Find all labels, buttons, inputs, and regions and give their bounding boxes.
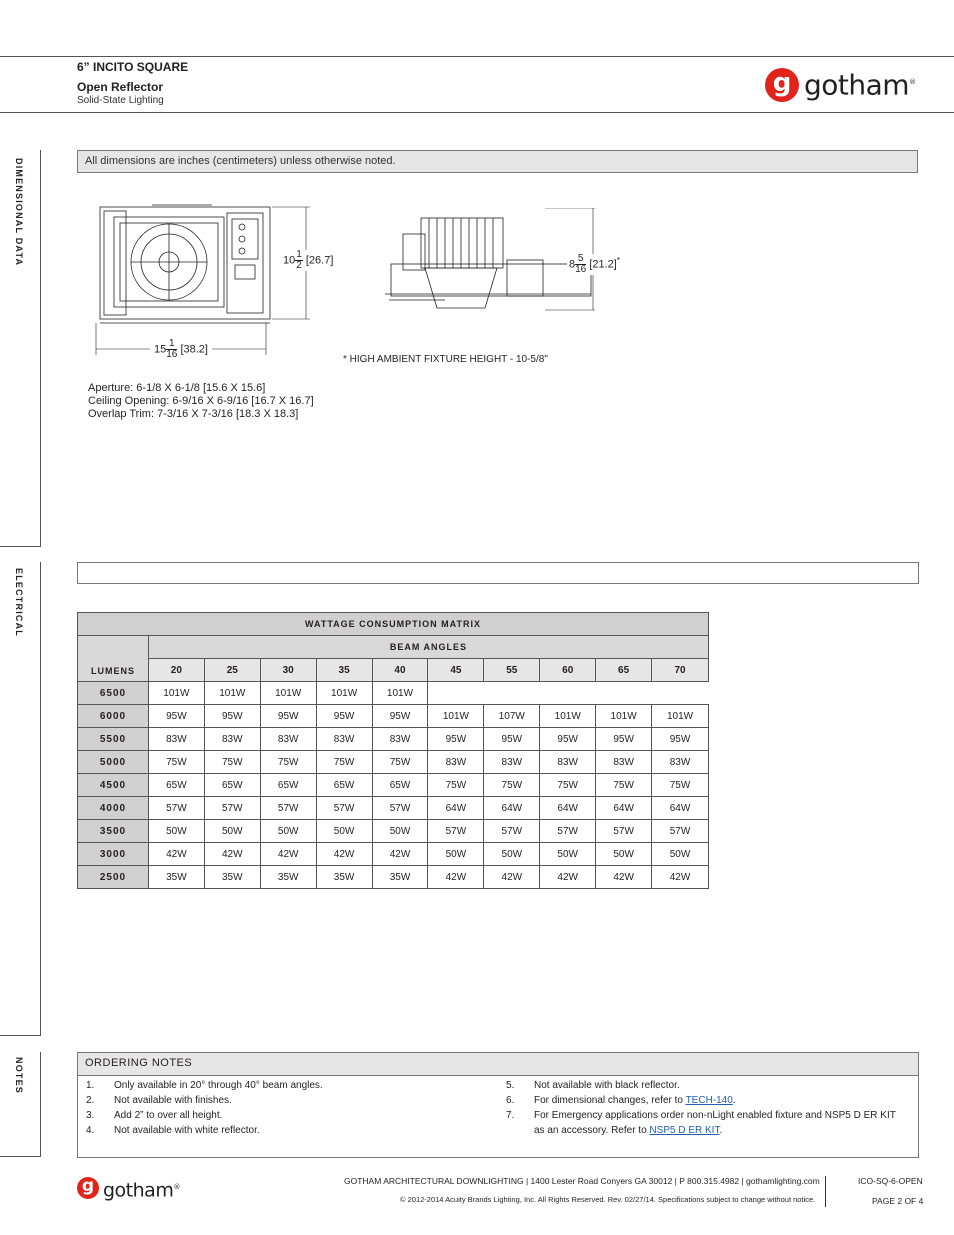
product-subtitle: Open Reflector <box>77 80 164 94</box>
spec-overlap-trim: Overlap Trim: 7-3/16 X 7-3/16 [18.3 X 18.3] <box>88 408 299 420</box>
wattage-cell: 42W <box>260 843 316 866</box>
nsp5-kit-link[interactable]: NSP5 D ER KIT <box>649 1125 720 1136</box>
lumens-cell: 2500 <box>78 866 149 889</box>
beam-angle-header: 35 <box>316 659 372 682</box>
wattage-cell: 95W <box>428 728 484 751</box>
wattage-cell: 95W <box>652 728 709 751</box>
product-tagline: Solid-State Lighting <box>77 95 164 106</box>
wattage-cell: 95W <box>316 705 372 728</box>
wattage-cell: 42W <box>596 866 652 889</box>
wattage-cell: 95W <box>260 705 316 728</box>
wattage-cell: 42W <box>148 843 204 866</box>
wattage-cell: 64W <box>596 797 652 820</box>
spec-ceiling-opening: Ceiling Opening: 6-9/16 X 6-9/16 [16.7 X 16.7] <box>88 395 314 407</box>
matrix-row <box>78 728 709 751</box>
width-dimension: 15 $\frac{1}{16}$ [38.2] <box>154 338 208 360</box>
logo-mark-icon: g <box>765 68 799 102</box>
wattage-cell: 75W <box>540 774 596 797</box>
wattage-cell: 50W <box>540 843 596 866</box>
wattage-cell: 95W <box>148 705 204 728</box>
wattage-cell: 35W <box>148 866 204 889</box>
beam-angles-header: BEAM ANGLES <box>148 636 708 659</box>
wattage-cell: 107W <box>484 705 540 728</box>
lumens-cell: 4000 <box>78 797 149 820</box>
tech-140-link[interactable]: TECH-140 <box>685 1095 733 1106</box>
ordering-notes-body: 1. Only available in 20° through 40° beam angles. 2. Not available with finishes. 3. Add 2” to over all height. 4. Not available with white reflector. 5. Not available with black reflector. 6. For dimensional changes, refer to TECH-140. 7. For Emergency applications order non-nLight enabled fixture and NSP5 D ER KIT as an accessory. Refer to NSP5 D ER KIT. <box>77 1075 919 1158</box>
wattage-cell: 83W <box>540 751 596 774</box>
wattage-cell: 64W <box>484 797 540 820</box>
spec-aperture: Aperture: 6-1/8 X 6-1/8 [15.6 X 15.6] <box>88 382 266 394</box>
footer-logo-mark-icon: g <box>77 1177 99 1199</box>
lumens-cell: 6000 <box>78 705 149 728</box>
wattage-cell: 75W <box>372 751 428 774</box>
wattage-consumption-matrix <box>77 612 709 889</box>
footer-divider <box>825 1176 826 1207</box>
header-bottom-rule <box>0 112 954 113</box>
wattage-cell: 101W <box>316 682 372 705</box>
lumens-header: LUMENS <box>78 636 149 682</box>
wattage-cell: 57W <box>204 797 260 820</box>
footer-copyright: © 2012-2014 Acuity Brands Lighting, Inc. All Rights Reserved. Rev. 02/27/14. Specifications subject to change without notice. <box>400 1195 816 1204</box>
wattage-cell: 57W <box>596 820 652 843</box>
wattage-cell: 101W <box>372 682 428 705</box>
section-label-notes: NOTES <box>14 1057 24 1095</box>
wattage-cell: 83W <box>316 728 372 751</box>
matrix-row <box>78 820 709 843</box>
matrix-title: WATTAGE CONSUMPTION MATRIX <box>78 613 709 636</box>
matrix-row <box>78 751 709 774</box>
wattage-cell: 42W <box>428 866 484 889</box>
wattage-cell: 57W <box>428 820 484 843</box>
wattage-cell: 101W <box>260 682 316 705</box>
tab-electrical <box>0 562 41 1036</box>
matrix-row <box>78 866 709 889</box>
wattage-cell: 35W <box>372 866 428 889</box>
wattage-cell: 50W <box>148 820 204 843</box>
wattage-cell: 57W <box>148 797 204 820</box>
ordering-notes-header: ORDERING NOTES <box>77 1052 919 1076</box>
wattage-cell: 64W <box>652 797 709 820</box>
wattage-cell: 101W <box>652 705 709 728</box>
page-number: PAGE 2 OF 4 <box>872 1196 924 1206</box>
wattage-cell: 83W <box>596 751 652 774</box>
side-height-dimension: 8 $\frac{5}{16}$ [21.2]* <box>569 253 620 275</box>
wattage-cell: 57W <box>316 797 372 820</box>
lumens-cell: 6500 <box>78 682 149 705</box>
wattage-cell: 75W <box>260 751 316 774</box>
wattage-cell: 42W <box>204 843 260 866</box>
lumens-cell: 5000 <box>78 751 149 774</box>
wattage-cell: 57W <box>260 797 316 820</box>
matrix-row <box>78 774 709 797</box>
wattage-cell: 75W <box>316 751 372 774</box>
wattage-cell: 42W <box>652 866 709 889</box>
wattage-cell: 95W <box>372 705 428 728</box>
wattage-cell: 50W <box>372 820 428 843</box>
wattage-cell: 83W <box>372 728 428 751</box>
beam-angle-header: 60 <box>540 659 596 682</box>
wattage-cell: 42W <box>540 866 596 889</box>
wattage-cell: 101W <box>596 705 652 728</box>
wattage-cell: 83W <box>428 751 484 774</box>
wattage-cell: 42W <box>316 843 372 866</box>
electrical-header-bar <box>77 562 919 584</box>
wattage-cell: 42W <box>372 843 428 866</box>
wattage-cell: 95W <box>540 728 596 751</box>
wattage-cell: 35W <box>316 866 372 889</box>
wattage-cell: 95W <box>484 728 540 751</box>
wattage-cell: 57W <box>484 820 540 843</box>
wattage-cell: 101W <box>428 705 484 728</box>
dimension-units-note: All dimensions are inches (centimeters) unless otherwise noted. <box>77 150 918 173</box>
wattage-cell: 64W <box>428 797 484 820</box>
footer-logo-wordmark: gotham® <box>103 1179 180 1202</box>
section-label-electrical: ELECTRICAL <box>14 568 24 637</box>
matrix-row <box>78 843 709 866</box>
fixture-top-view-drawing <box>92 195 322 360</box>
height-dimension: 10 $\frac{1}{2}$ [26.7] <box>283 249 334 271</box>
beam-angle-header: 70 <box>652 659 709 682</box>
wattage-cell: 50W <box>484 843 540 866</box>
high-ambient-note: * HIGH AMBIENT FIXTURE HEIGHT - 10-5/8" <box>343 354 548 365</box>
wattage-cell: 75W <box>148 751 204 774</box>
wattage-cell: 95W <box>204 705 260 728</box>
tab-notes <box>0 1052 41 1157</box>
wattage-cell: 50W <box>316 820 372 843</box>
opening-specs <box>88 382 314 421</box>
wattage-cell: 83W <box>484 751 540 774</box>
lumens-cell: 4500 <box>78 774 149 797</box>
matrix-row <box>78 705 709 728</box>
wattage-cell: 83W <box>204 728 260 751</box>
wattage-cell: 65W <box>260 774 316 797</box>
wattage-cell: 50W <box>260 820 316 843</box>
wattage-cell: 75W <box>204 751 260 774</box>
wattage-cell: 57W <box>372 797 428 820</box>
beam-angle-header: 30 <box>260 659 316 682</box>
wattage-cell: 83W <box>652 751 709 774</box>
wattage-cell: 50W <box>596 843 652 866</box>
wattage-cell: 35W <box>204 866 260 889</box>
wattage-cell: 50W <box>204 820 260 843</box>
wattage-cell: 65W <box>316 774 372 797</box>
wattage-cell: 95W <box>596 728 652 751</box>
wattage-cell: 83W <box>260 728 316 751</box>
beam-angle-header: 20 <box>148 659 204 682</box>
beam-angle-header: 55 <box>484 659 540 682</box>
footer-address: GOTHAM ARCHITECTURAL DOWNLIGHTING | 1400 Lester Road Conyers GA 30012 | P 800.315.4982 | gothamlighting.com <box>344 1176 820 1186</box>
lumens-cell: 3000 <box>78 843 149 866</box>
lumens-cell: 3500 <box>78 820 149 843</box>
document-id: ICO-SQ-6-OPEN <box>858 1176 923 1186</box>
beam-angle-header: 65 <box>596 659 652 682</box>
wattage-cell: 75W <box>484 774 540 797</box>
wattage-cell: 75W <box>428 774 484 797</box>
matrix-row <box>78 682 709 705</box>
wattage-cell: 42W <box>484 866 540 889</box>
wattage-cell: 101W <box>148 682 204 705</box>
section-label-dimensional: DIMENSIONAL DATA <box>14 158 24 267</box>
logo-wordmark: gotham® <box>804 68 916 102</box>
wattage-cell: 65W <box>372 774 428 797</box>
header-top-rule <box>0 56 954 57</box>
wattage-cell: 65W <box>204 774 260 797</box>
wattage-cell: 65W <box>148 774 204 797</box>
tab-dimensional-data <box>0 150 41 547</box>
wattage-cell: 75W <box>652 774 709 797</box>
beam-angle-header: 45 <box>428 659 484 682</box>
wattage-cell: 64W <box>540 797 596 820</box>
wattage-cell: 101W <box>204 682 260 705</box>
wattage-cell: 75W <box>596 774 652 797</box>
wattage-cell: 57W <box>540 820 596 843</box>
wattage-cell: 83W <box>148 728 204 751</box>
wattage-cell: 35W <box>260 866 316 889</box>
wattage-cell: 50W <box>652 843 709 866</box>
wattage-cell: 101W <box>540 705 596 728</box>
product-title: 6” INCITO SQUARE <box>77 60 189 74</box>
wattage-cell: 50W <box>428 843 484 866</box>
wattage-cell: 57W <box>652 820 709 843</box>
lumens-cell: 5500 <box>78 728 149 751</box>
beam-angle-header: 40 <box>372 659 428 682</box>
beam-angle-header: 25 <box>204 659 260 682</box>
matrix-row <box>78 797 709 820</box>
